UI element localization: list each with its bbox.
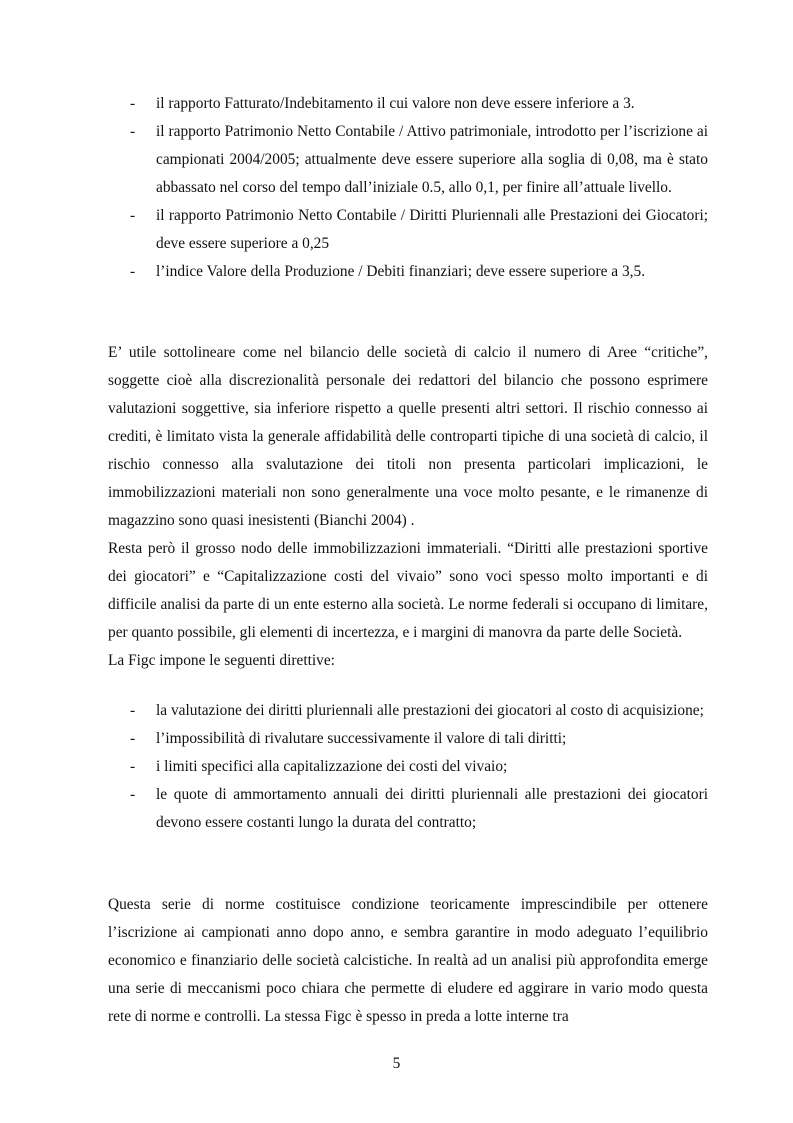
list-item	[108, 90, 708, 118]
dash-bullet: -	[130, 702, 136, 719]
list-item	[108, 753, 708, 781]
body-text-1	[108, 339, 708, 675]
body-text-2	[108, 891, 708, 1031]
list-item-text: la valutazione dei diritti pluriennali alle prestazioni dei giocatori al costo di acquisizione;	[156, 702, 704, 719]
list-item-text: il rapporto Patrimonio Netto Contabile / Attivo patrimoniale, introdotto per l’iscrizione ai campionati 2004/2005; attualmente deve essere superiore alla soglia di 0,08, ma è stato abbassato nel corso del tempo dall’iniziale 0.5, allo 0,1, per finire all’attuale livello.	[156, 123, 708, 196]
paragraph-norms: Questa serie di norme costituisce condizione teoricamente imprescindibile per ottenere l’iscrizione ai campionati anno dopo anno, e sembra garantire in modo adeguato l’equilibrio economico e finanziario delle società calcistiche. In realtà ad un analisi più approfondita emerge una serie di meccanismi poco chiara che permette di eludere ed aggirare in vario modo questa rete di norme e controlli. La stessa Figc è spesso in preda a lotte interne tra	[108, 896, 708, 1025]
page-number: 5	[392, 1055, 401, 1072]
requirements-list	[108, 90, 708, 286]
list-item-text: le quote di ammortamento annuali dei diritti pluriennali alle prestazioni dei giocatori devono essere costanti lungo la durata del contratto;	[156, 786, 708, 831]
dash-bullet: -	[130, 207, 136, 224]
list-item-text: l’impossibilità di rivalutare successivamente il valore di tali diritti;	[156, 730, 567, 747]
paragraph-figc-intro: La Figc impone le seguenti direttive:	[108, 652, 335, 669]
list-item	[108, 697, 708, 725]
dash-bullet: -	[130, 95, 136, 112]
dash-bullet: -	[130, 758, 136, 775]
list-item	[108, 118, 708, 202]
dash-bullet: -	[130, 786, 136, 803]
dash-bullet: -	[130, 123, 136, 140]
list-item-text: il rapporto Fatturato/Indebitamento il cui valore non deve essere inferiore a 3.	[156, 95, 635, 112]
list-item-text: l’indice Valore della Produzione / Debiti finanziari; deve essere superiore a 3,5.	[156, 263, 646, 280]
dash-bullet: -	[130, 263, 136, 280]
list-item	[108, 258, 708, 286]
paragraph-intangible-assets: Resta però il grosso nodo delle immobilizzazioni immateriali. “Diritti alle prestazioni sportive dei giocatori” e “Capitalizzazione costi del vivaio” sono voci spesso molto importanti e di difficile analisi da parte di un ente esterno alla società. Le norme federali si occupano di limitare, per quanto possibile, gli elementi di incertezza, e i margini di manovra da parte delle Società.	[108, 540, 708, 641]
list-item	[108, 725, 708, 753]
paragraph-critical-areas: E’ utile sottolineare come nel bilancio delle società di calcio il numero di Aree “critiche”, soggette cioè alla discrezionalità personale dei redattori del bilancio che possono esprimere valutazioni soggettive, sia inferiore rispetto a quelle presenti altri settori. Il rischio connesso ai crediti, è limitato vista la generale affidabilità delle controparti tipiche di una società di calcio, il rischio connesso alla svalutazione dei titoli non presenta particolari implicazioni, le immobilizzazioni materiali non sono generalmente una voce molto pesante, e le rimanenze di magazzino sono quasi inesistenti (Bianchi 2004) .	[108, 344, 708, 529]
list-item	[108, 202, 708, 258]
list-item	[108, 781, 708, 837]
list-item-text: il rapporto Patrimonio Netto Contabile / Diritti Pluriennali alle Prestazioni dei Giocatori; deve essere superiore a 0,25	[156, 207, 708, 252]
directives-list	[108, 697, 708, 837]
dash-bullet: -	[130, 730, 136, 747]
list-item-text: i limiti specifici alla capitalizzazione dei costi del vivaio;	[156, 758, 508, 775]
